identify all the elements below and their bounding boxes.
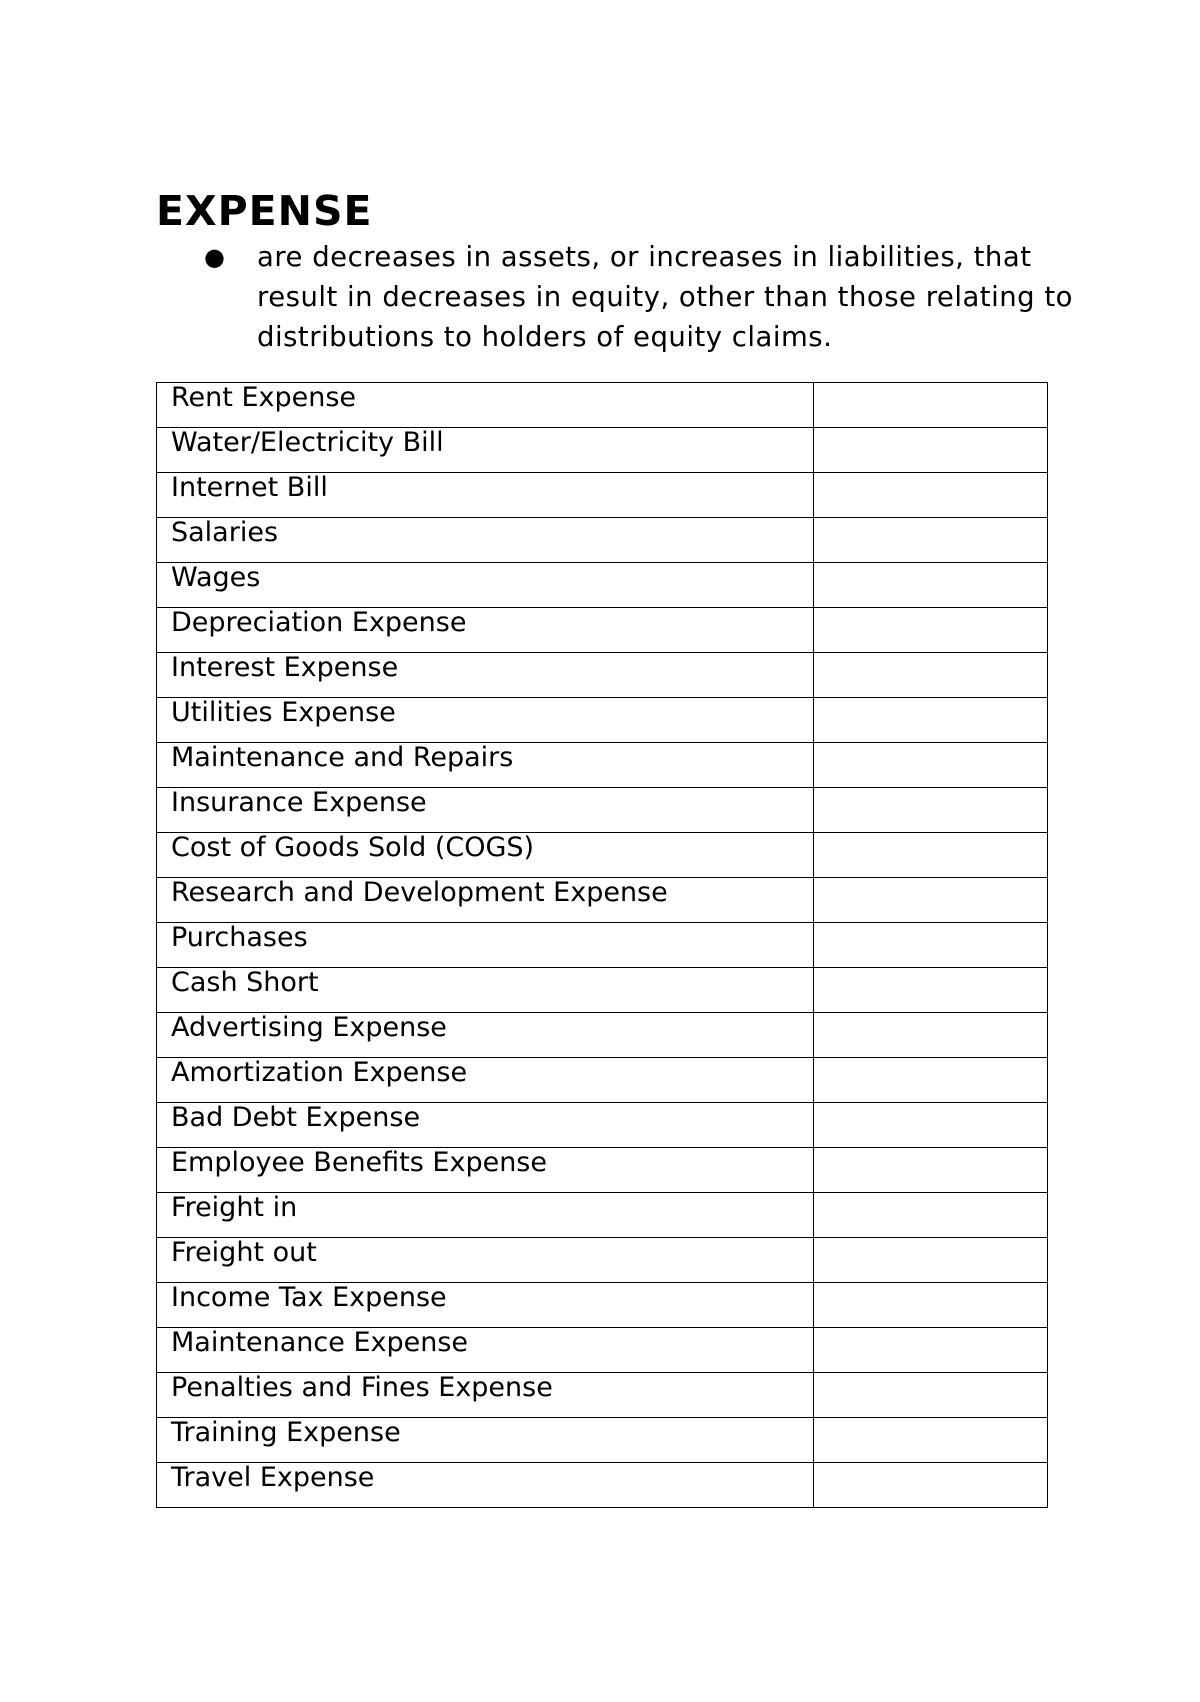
expense-name-cell: Wages xyxy=(157,563,814,608)
table-row xyxy=(157,1463,1048,1508)
amount-cell[interactable] xyxy=(814,518,1048,563)
expense-name-cell: Research and Development Expense xyxy=(157,878,814,923)
definition-list xyxy=(200,237,1100,357)
table-row xyxy=(157,518,1048,563)
expense-name-cell: Maintenance Expense xyxy=(157,1328,814,1373)
expense-name-cell: Depreciation Expense xyxy=(157,608,814,653)
table-row xyxy=(157,1103,1048,1148)
table-row xyxy=(157,1418,1048,1463)
amount-cell[interactable] xyxy=(814,968,1048,1013)
amount-cell[interactable] xyxy=(814,1058,1048,1103)
amount-cell[interactable] xyxy=(814,788,1048,833)
table-row xyxy=(157,1373,1048,1418)
table-row xyxy=(157,833,1048,878)
amount-cell[interactable] xyxy=(814,743,1048,788)
page-title: EXPENSE xyxy=(156,187,373,235)
amount-cell[interactable] xyxy=(814,833,1048,878)
expense-name-cell: Income Tax Expense xyxy=(157,1283,814,1328)
amount-cell[interactable] xyxy=(814,1283,1048,1328)
expense-name-cell: Maintenance and Repairs xyxy=(157,743,814,788)
expense-table xyxy=(156,382,1048,1508)
amount-cell[interactable] xyxy=(814,923,1048,968)
table-row xyxy=(157,653,1048,698)
table-row xyxy=(157,563,1048,608)
table-row xyxy=(157,1148,1048,1193)
table-row xyxy=(157,1013,1048,1058)
amount-cell[interactable] xyxy=(814,473,1048,518)
amount-cell[interactable] xyxy=(814,608,1048,653)
table-row xyxy=(157,428,1048,473)
expense-name-cell: Training Expense xyxy=(157,1418,814,1463)
table-row xyxy=(157,608,1048,653)
amount-cell[interactable] xyxy=(814,1148,1048,1193)
definition-item xyxy=(200,237,1100,357)
amount-cell[interactable] xyxy=(814,1013,1048,1058)
amount-cell[interactable] xyxy=(814,698,1048,743)
table-row xyxy=(157,698,1048,743)
amount-cell[interactable] xyxy=(814,1373,1048,1418)
expense-name-cell: Interest Expense xyxy=(157,653,814,698)
expense-name-cell: Travel Expense xyxy=(157,1463,814,1508)
table-row xyxy=(157,1283,1048,1328)
expense-name-cell: Utilities Expense xyxy=(157,698,814,743)
expense-name-cell: Cash Short xyxy=(157,968,814,1013)
amount-cell[interactable] xyxy=(814,878,1048,923)
amount-cell[interactable] xyxy=(814,1418,1048,1463)
table-row xyxy=(157,923,1048,968)
table-row xyxy=(157,1238,1048,1283)
amount-cell[interactable] xyxy=(814,1103,1048,1148)
table-row xyxy=(157,1328,1048,1373)
amount-cell[interactable] xyxy=(814,563,1048,608)
expense-name-cell: Purchases xyxy=(157,923,814,968)
table-row xyxy=(157,788,1048,833)
amount-cell[interactable] xyxy=(814,383,1048,428)
amount-cell[interactable] xyxy=(814,1463,1048,1508)
table-row xyxy=(157,743,1048,788)
bullet-icon: ● xyxy=(204,243,226,271)
expense-name-cell: Cost of Goods Sold (COGS) xyxy=(157,833,814,878)
expense-name-cell: Amortization Expense xyxy=(157,1058,814,1103)
amount-cell[interactable] xyxy=(814,428,1048,473)
expense-name-cell: Freight in xyxy=(157,1193,814,1238)
expense-name-cell: Internet Bill xyxy=(157,473,814,518)
table-row xyxy=(157,1193,1048,1238)
amount-cell[interactable] xyxy=(814,1238,1048,1283)
expense-name-cell: Rent Expense xyxy=(157,383,814,428)
table-row xyxy=(157,473,1048,518)
expense-name-cell: Advertising Expense xyxy=(157,1013,814,1058)
amount-cell[interactable] xyxy=(814,653,1048,698)
expense-name-cell: Employee Benefits Expense xyxy=(157,1148,814,1193)
expense-name-cell: Water/Electricity Bill xyxy=(157,428,814,473)
amount-cell[interactable] xyxy=(814,1193,1048,1238)
table-row xyxy=(157,383,1048,428)
definition-text: are decreases in assets, or increases in liabilities, that result in decreases in equity, other than those relating to distributions to holders of equity claims. xyxy=(257,241,1073,353)
expense-name-cell: Bad Debt Expense xyxy=(157,1103,814,1148)
table-row xyxy=(157,1058,1048,1103)
expense-name-cell: Insurance Expense xyxy=(157,788,814,833)
table-row xyxy=(157,968,1048,1013)
expense-name-cell: Penalties and Fines Expense xyxy=(157,1373,814,1418)
table-row xyxy=(157,878,1048,923)
expense-name-cell: Salaries xyxy=(157,518,814,563)
amount-cell[interactable] xyxy=(814,1328,1048,1373)
expense-name-cell: Freight out xyxy=(157,1238,814,1283)
